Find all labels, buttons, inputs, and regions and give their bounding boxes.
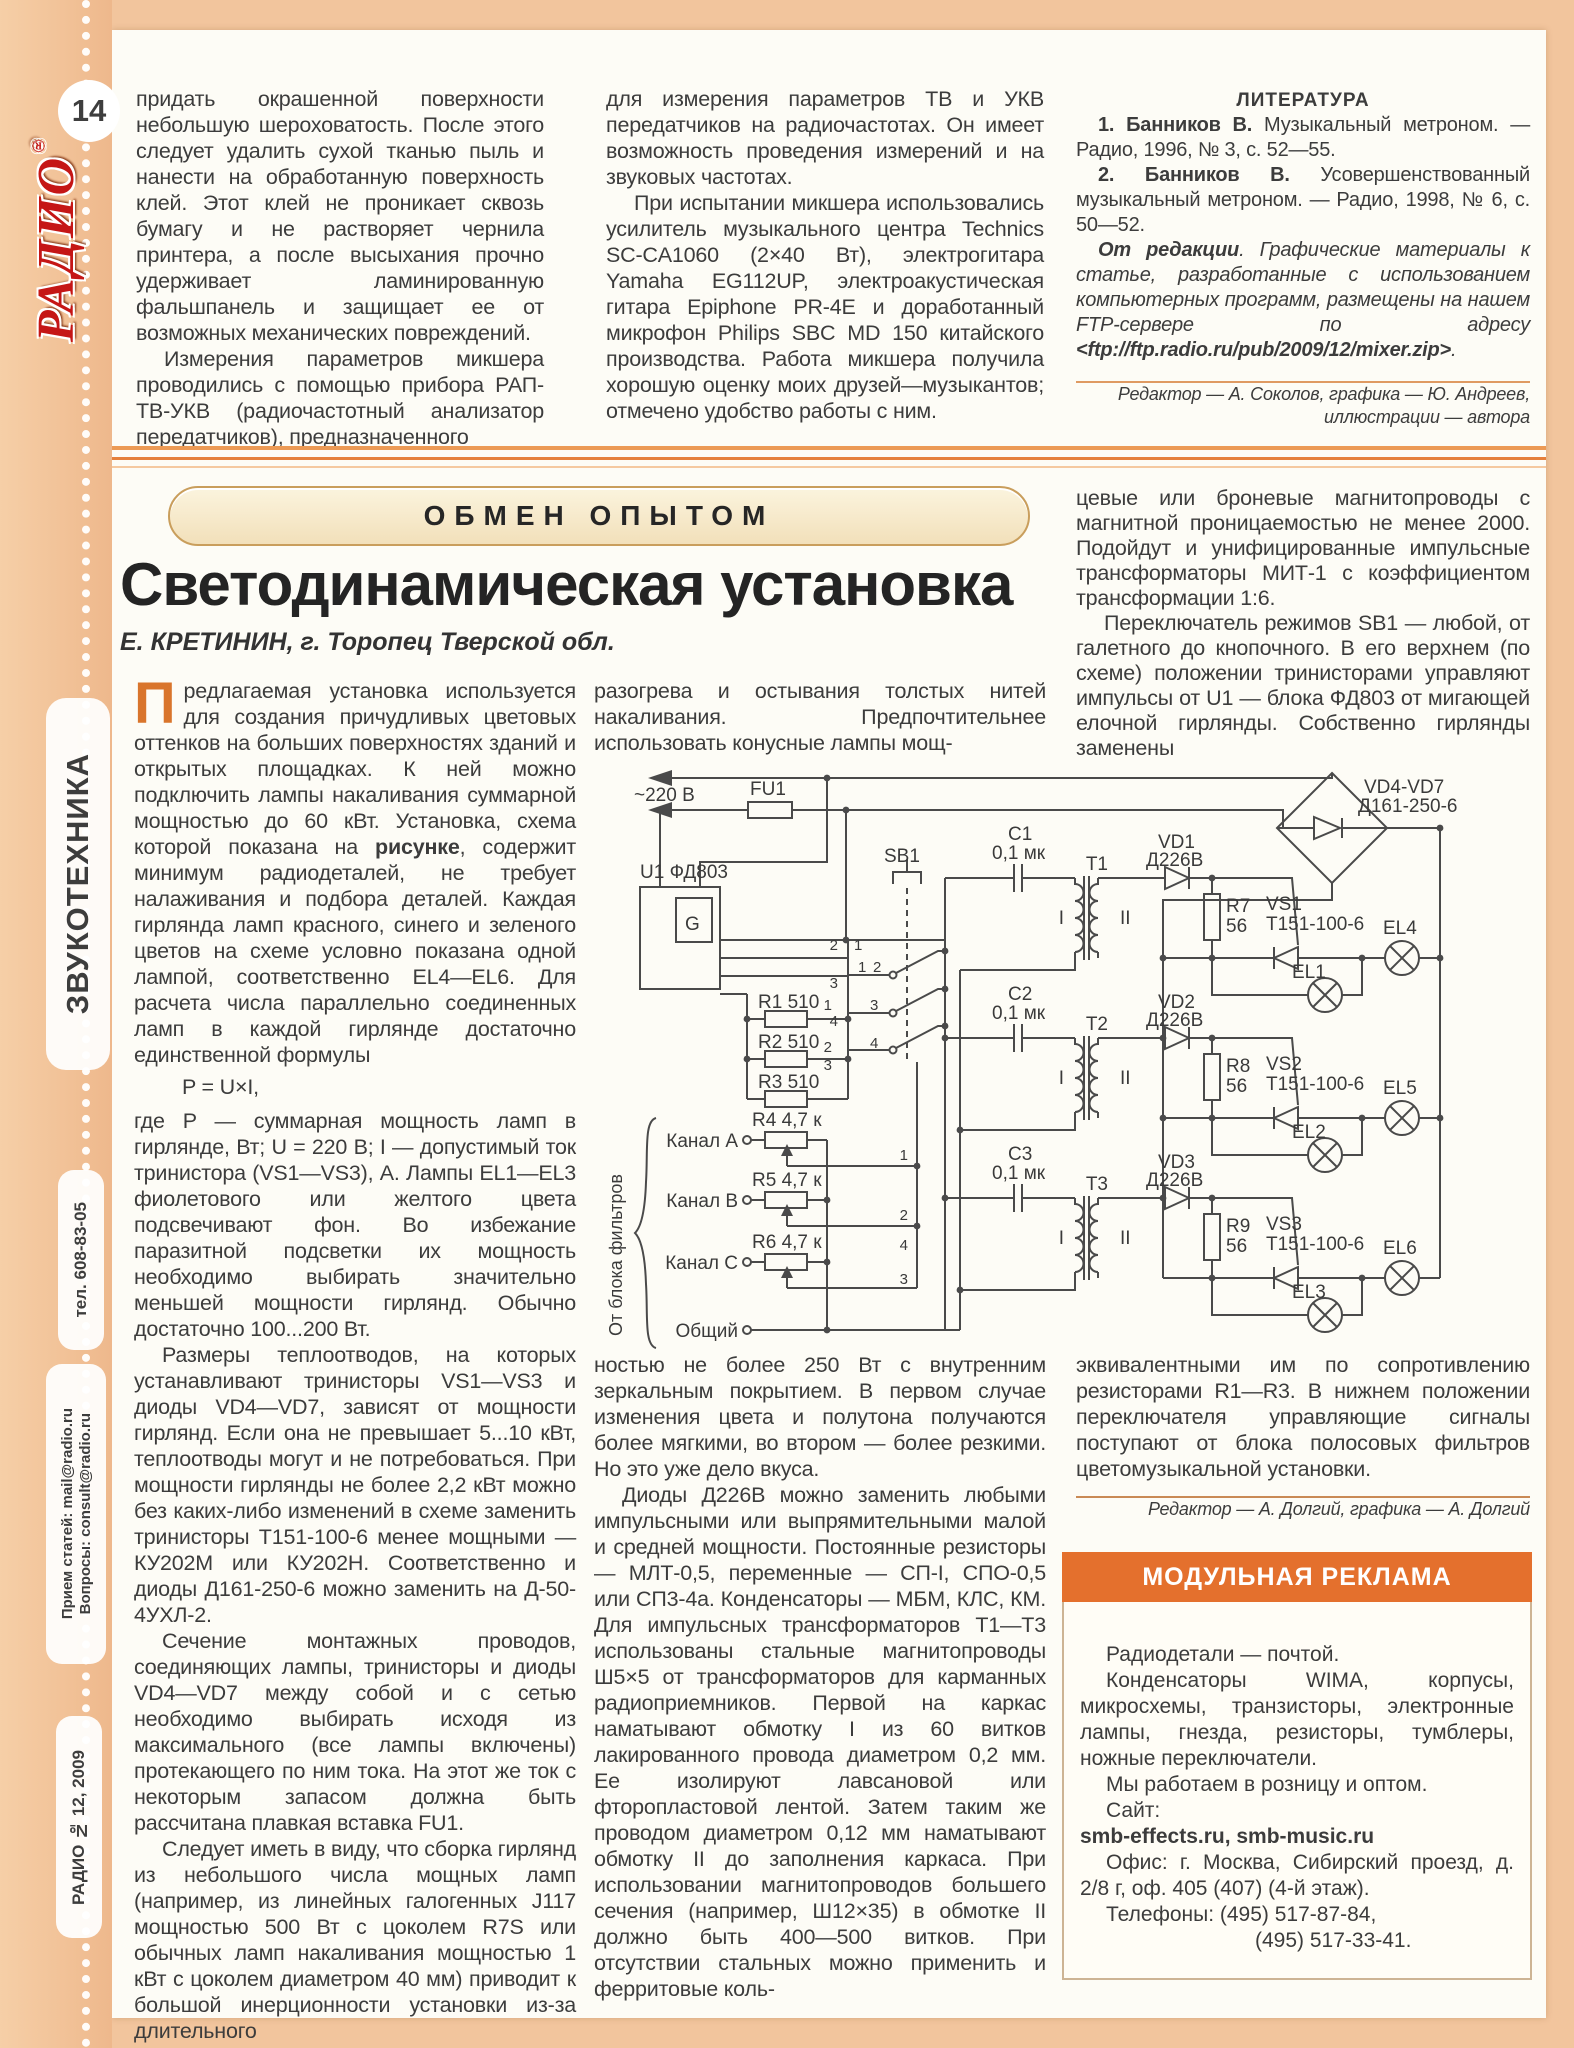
ad-phone: (495) 517-33-41.	[1255, 1929, 1412, 1952]
article-author: Е. КРЕТИНИН, г. Торопец Тверской обл.	[120, 628, 615, 656]
thyristor-label: VS3	[1266, 1214, 1302, 1235]
winding-label: II	[1120, 1228, 1131, 1249]
drop-cap: П	[134, 671, 176, 736]
ad-header	[1062, 1552, 1532, 1602]
resistor-label: R3 510	[758, 1072, 820, 1093]
pin-number: 3	[823, 1057, 832, 1074]
cap-value: 0,1 мк	[992, 843, 1046, 864]
thyristor-type: Т151-100-6	[1266, 914, 1365, 935]
lamp-label: EL1	[1292, 962, 1326, 983]
editorial-note: От редакции. Графические материалы к статье, разработанные с использованием компьютерных программ, размещены на нашем FTP-сервере по адресу <ftp://ftp.radio.ru/pub/2009/12/mixer.zip>.	[1076, 239, 1530, 361]
channel-c-label: Канал С	[665, 1253, 738, 1274]
paragraph: цевые или броневые магнитопроводы с магнитной проницаемостью не менее 2000. Подойдут и унифицированные импульсные трансформаторы МИТ-1 с коэффициентом трансформации 1:6.	[1076, 486, 1530, 610]
article-right-column	[1076, 1352, 1530, 1521]
paragraph: Сечение монтажных проводов, соединяющих лампы, тринисторы и диоды VD4—VD7 между собой и с сетью необходимо выбирать исходя из максимального (все лампы включены) протекающего по ним тока. На этот же ток с некоторым запасом должна быть рассчитана плавкая вставка FU1.	[134, 1629, 576, 1835]
diode-type: Д226В	[1146, 1010, 1204, 1031]
transformer-label: T1	[1085, 854, 1108, 875]
lamp-label: EL3	[1292, 1282, 1326, 1303]
transformer-label: T2	[1085, 1014, 1108, 1035]
diode-label: VD2	[1158, 992, 1195, 1013]
article-middle-intro	[594, 678, 1046, 756]
paragraph: разогрева и остывания толстых нитей накаливания. Предпочтительнее использовать конусные лампы мощ-	[594, 679, 1046, 755]
resistor-label: R4 4,7 к	[752, 1110, 822, 1131]
bridge-type: Д161-250-6	[1358, 796, 1458, 817]
article-right-intro	[1076, 486, 1530, 761]
paragraph: ностью не более 250 Вт с внутренним зеркальным покрытием. В первом случае изменения цвета и полутона получаются более мягкими, во втором — более резкими. Но это уже дело вкуса.	[594, 1353, 1046, 1481]
literature-heading: ЛИТЕРАТУРА	[1236, 90, 1370, 111]
cap-label: C2	[1008, 984, 1033, 1005]
submissions-label: Прием статей: mail@radio.ru	[58, 1408, 76, 1620]
resistor-value: 56	[1226, 1236, 1248, 1257]
ad-line: Офис: г. Москва, Сибирский проезд, д. 2/8 г, оф. 405 (407) (4-й этаж).	[1080, 1851, 1514, 1900]
ad-sites: smb-effects.ru, smb-music.ru	[1080, 1825, 1375, 1848]
cap-label: C3	[1008, 1144, 1033, 1165]
pin-number: 4	[870, 1035, 879, 1052]
resistor-value: 56	[1226, 1076, 1248, 1097]
winding-label: II	[1120, 908, 1131, 929]
sidebar	[0, 0, 112, 2048]
common-label: Общий	[675, 1321, 738, 1342]
editor-credit: Редактор — А. Соколов, графика — Ю. Андреев, иллюстрации — автора	[1117, 384, 1530, 427]
reference-item: 2. Банников В. Усовершенствованный музыкальный метроном. — Радио, 1998, № 6, с. 50—52.	[1076, 164, 1530, 236]
resistor-label: R9	[1226, 1216, 1251, 1237]
pin-number: 1	[899, 1147, 908, 1164]
lamp-label: EL5	[1383, 1078, 1417, 1099]
sidebar-contacts	[46, 1364, 106, 1664]
sidebar-phone	[58, 1170, 104, 1350]
paragraph: для измерения параметров ТВ и УКВ передатчиков на радиочастотах. Он имеет возможность проведения измерений и на звуковых частотах.	[606, 87, 1044, 189]
resistor-label: R8	[1226, 1056, 1251, 1077]
paragraph: Измерения параметров микшера проводились с помощью прибора РАП-ТВ-УКВ (радиочастотный анализатор передатчиков), предназначенного	[136, 347, 544, 449]
from-filters-label: От блока фильтров	[606, 1174, 626, 1336]
section-badge	[168, 486, 1030, 546]
fuse-label: FU1	[750, 779, 786, 800]
page-number-badge	[58, 80, 120, 142]
cap-label: C1	[1008, 824, 1033, 845]
radio-logo	[10, 126, 102, 351]
pin-number: 4	[829, 1013, 838, 1030]
article-left-column	[134, 671, 577, 2044]
page-number: 14	[71, 93, 107, 128]
bridge-label: VD4-VD7	[1364, 777, 1445, 798]
pin-number: 2	[873, 959, 882, 976]
pin-number: 2	[899, 1207, 908, 1224]
winding-label: I	[1058, 1228, 1064, 1249]
pin-number: 1	[823, 997, 832, 1014]
top-article-col3	[1076, 88, 1530, 429]
channel-a-label: Канал А	[666, 1131, 738, 1152]
paragraph: придать окрашенной поверхности небольшую шероховатость. После этого следует удалить сухой тканью пыль и нанести на обработанную поверхность клей. Этот клей не проникает сквозь бумагу и не растворяет чернила принтера, а после высыхания прочно удерживает ламинированную фальшпанель и защищает ее от возможных механических повреждений.	[136, 87, 544, 345]
resistor-label: R2 510	[758, 1032, 820, 1053]
ad-line: Конденсаторы WIMA, корпусы, микросхемы, транзисторы, электронные лампы, гнезда, резисторы, тумблеры, ножные переключатели.	[1080, 1669, 1514, 1770]
pin-number: 2	[823, 1039, 832, 1056]
article-middle-column	[594, 1352, 1046, 2002]
lamp-label: EL4	[1383, 918, 1417, 939]
section-divider	[112, 457, 1546, 460]
ad-phone: Телефоны: (495) 517-87-84,	[1106, 1903, 1377, 1926]
paragraph: Следует иметь в виду, что сборка гирлянд из небольшого числа мощных ламп (например, из линейных галогенных J117 мощностью 500 Вт с цоколем R7S или обычных ламп накаливания мощностью 1 кВт с цоколем диаметром 40 мм) приводит к большой инерционности установки из-за длительного	[134, 1837, 576, 2043]
pin-number: 3	[899, 1271, 908, 1288]
issue-label: РАДИО № 12, 2009	[69, 1749, 88, 1905]
ad-header-label: МОДУЛЬНАЯ РЕКЛАМА	[1142, 1562, 1452, 1591]
sidebar-issue	[56, 1716, 102, 1938]
ad-line: Сайт:	[1106, 1799, 1161, 1822]
channel-b-label: Канал В	[666, 1191, 738, 1212]
paragraph: Переключатель режимов SB1 — любой, от галетного до кнопочного. В его верхнем (по схеме) положении тринисторами управляют импульсы от U1 — блока ФД803 от мигающей елочной гирлянды. Собственно гирлянды заменены	[1076, 611, 1530, 760]
resistor-label: R6 4,7 к	[752, 1232, 822, 1253]
article-title: Светодинамическая установка	[120, 551, 1013, 618]
resistor-value: 56	[1226, 916, 1248, 937]
paragraph: где P — суммарная мощность ламп в гирлянде, Вт; U = 220 В; I — допустимый ток тринистора (VS1—VS3), А. Лампы EL1—EL3 фиолетового или желтого цвета подсвечивают фон. Во избежание паразитной подсветки их мощность необходимо выбирать значительно меньшей мощности гирлянд. Обычно достаточно 100...200 Вт.	[134, 1109, 576, 1341]
mains-label: ~220 В	[634, 785, 695, 806]
paragraph: Диоды Д226В можно заменить любыми импульсными или выпрямительными малой и средней мощности. Постоянные резисторы — МЛТ-0,5, переменные — СП-I, СПО-0,5 или СП3-4а. Конденсаторы — МБМ, КЛС, КМ. Для импульсных трансформаторов Т1—Т3 использованы стальные магнитопроводы Ш5×5 от трансформаторов для карманных радиоприемников. Первой на каркас наматывают обмотку I из 60 витков лакированного провода диаметром 0,2 мм. Ее изолируют лавсановой или фторопластовой лентой. Затем таким же проводом диаметром 0,12 мм наматывают обмотку II до заполнения каркаса. При использовании магнитопроводов большего сечения (например, Ш12×35) в обмотке II должно быть 400—500 витков. При отсутствии стальных можно применить и ферритовые коль-	[594, 1483, 1046, 2001]
reference-item: 1. Банников В. Музыкальный метроном. — Радио, 1996, № 3, с. 52—55.	[1076, 114, 1530, 161]
radio-logo-text: РАДИО®	[27, 134, 85, 343]
diode-label: VD1	[1158, 832, 1195, 853]
sidebar-section	[46, 698, 110, 1070]
cap-value: 0,1 мк	[992, 1163, 1046, 1184]
circuit-schematic	[585, 752, 1550, 1352]
thyristor-label: VS1	[1266, 894, 1302, 915]
ad-line: Радиодетали — почтой.	[1106, 1643, 1340, 1666]
cap-value: 0,1 мк	[992, 1003, 1046, 1024]
diode-type: Д226В	[1146, 1170, 1204, 1191]
paragraph: эквивалентными им по сопротивлению резисторами R1—R3. В нижнем положении переключателя управляющие сигналы поступают от блока полосовых фильтров цветомузыкальной установки.	[1076, 1353, 1530, 1481]
thyristor-label: VS2	[1266, 1054, 1302, 1075]
top-article-col1	[136, 86, 544, 450]
generator-label: G	[685, 914, 700, 935]
lamp-label: EL2	[1292, 1122, 1326, 1143]
winding-label: II	[1120, 1068, 1131, 1089]
questions-label: Вопросы: consult@radio.ru	[76, 1413, 94, 1615]
thyristor-type: Т151-100-6	[1266, 1234, 1365, 1255]
transformer-label: T3	[1085, 1174, 1108, 1195]
pin-number: 3	[829, 975, 838, 992]
ad-line: Мы работаем в розницу и оптом.	[1106, 1773, 1428, 1796]
pin-number: 1	[858, 959, 867, 976]
section-label: ЗВУКОТЕХНИКА	[60, 753, 95, 1015]
section-divider	[112, 466, 1546, 468]
paragraph: При испытании микшера использовались усилитель музыкального центра Technics SC-CA1060 (2×40 Вт), электрогитара Yamaha EG112UP, электроакустическая гитара Epiphone PR-4E и доработанный микрофон Philips SBC MD 150 китайского производства. Работа микшера получила хорошую оценку моих друзей—музыкантов; отмечено удобство работы с ним.	[606, 191, 1044, 423]
top-article-col2	[606, 86, 1044, 424]
ad-body	[1062, 1602, 1532, 1980]
resistor-label: R5 4,7 к	[752, 1170, 822, 1191]
winding-label: I	[1058, 1068, 1064, 1089]
switch-label: SB1	[884, 846, 920, 867]
resistor-label: R7	[1226, 896, 1251, 917]
thyristor-type: Т151-100-6	[1266, 1074, 1365, 1095]
lamp-label: EL6	[1383, 1238, 1417, 1259]
diode-label: VD3	[1158, 1152, 1195, 1173]
pin-number: 2	[829, 937, 838, 954]
phone-label: тел. 608-83-05	[71, 1202, 90, 1318]
resistor-label: R1 510	[758, 992, 820, 1013]
section-divider	[112, 446, 1546, 450]
pin-number: 3	[870, 997, 879, 1014]
formula: P = U×I,	[182, 1075, 259, 1099]
pin-number: 4	[899, 1237, 908, 1254]
u1-label: U1 ФД803	[640, 862, 728, 883]
pin-number: 1	[854, 937, 863, 954]
ad-module	[1062, 1552, 1532, 1980]
section-badge-label: ОБМЕН ОПЫТОМ	[423, 500, 775, 531]
diode-type: Д226В	[1146, 850, 1204, 871]
paragraph: Предлагаемая установка используется для создания причудливых цветовых оттенков на больших поверхностях зданий и открытых площадках. К ней можно подключить лампы накаливания суммарной мощностью до 60 кВт. Установка, схема которой показана на рисунке, содержит минимум радиодеталей, не требует налаживания и подбора деталей. Каждая гирлянда ламп красного, синего и зеленого цветов на схеме условно показана одной лампой, соответственно EL4—EL6. Для расчета числа параллельно соединенных ламп в каждой гирлянде достаточно единственной формулы	[134, 671, 577, 1067]
winding-label: I	[1058, 908, 1064, 929]
paragraph: Размеры теплоотводов, на которых устанавливают тринисторы VS1—VS3 и диоды VD4—VD7, зависят от мощности гирлянд. Если она не превышает 5...10 кВт, теплоотводы могут и не потребоваться. При мощности гирлянды не более 2,2 кВт можно без каких-либо изменений в схеме заменить тринисторы Т151-100-6 менее мощными — КУ202М или КУ202Н. Соответственно и диоды Д161-250-6 можно заменить на Д-50-4УХЛ-2.	[134, 1343, 576, 1627]
editor-credit: Редактор — А. Долгий, графика — А. Долгий	[1147, 1499, 1530, 1519]
